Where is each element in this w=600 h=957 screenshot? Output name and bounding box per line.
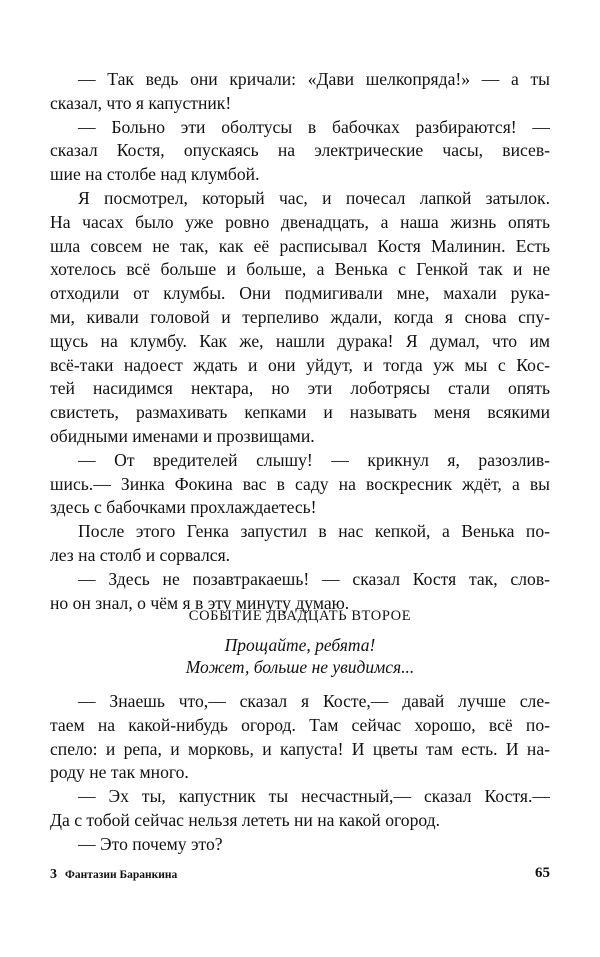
signature-number: 3 — [50, 867, 57, 882]
text-line: ми, кивали головой и терпеливо ждали, когда я снова спу- — [50, 306, 550, 327]
text-line: здесь с бабочками прохлаждаетесь! — [50, 497, 317, 518]
page-number: 65 — [535, 865, 550, 881]
text-line: тей насидимся нектара, но эти лоботрясы стали опять — [50, 378, 550, 399]
text-line: — Эх ты, капустник ты несчастный,— сказал Костя.— — [78, 786, 550, 807]
chapter-title: СОБЫТИЕ ДВАДЦАТЬ ВТОРОЕ — [188, 608, 412, 624]
main-text-part1 — [50, 68, 550, 615]
text-line: таем на какой-нибудь огород. Там сейчас хорошо, всё по- — [50, 714, 550, 735]
text-line: лез на столб и сорвался. — [50, 544, 231, 565]
text-line: — От вредителей слышу! — крикнул я, разозлив- — [78, 449, 550, 470]
text-line: шись.— Зинка Фокина вас в саду на воскресник ждёт, а вы — [50, 473, 550, 494]
text-line: На часах было уже ровно двенадцать, а наша жизнь опять — [50, 211, 550, 232]
text-line: шие на столбе над клумбой. — [50, 164, 260, 185]
text-line: всё-таки надоест ждать и они уйдут, и тогда уж мы с Кос- — [50, 354, 550, 375]
text-line: Я посмотрел, который час, и почесал лапкой затылок. — [78, 187, 550, 208]
text-line: сказал Костя, опускаясь на электрические часы, висев- — [50, 140, 550, 161]
text-line: хотелось всё больше и больше, а Венька с Генкой так и не — [50, 259, 550, 280]
text-line: — Больно эти оболтусы в бабочках разбираются! — — [78, 116, 550, 137]
text-line: свистеть, размахивать кепками и называть меня всякими — [50, 402, 550, 423]
text-line: сказал, что я капустник! — [50, 92, 232, 113]
text-line: шла совсем не так, как её расписывал Костя Малинин. Есть — [50, 235, 550, 256]
text-line: щусь на клумбу. Как же, нашли дурака! Я думал, что им — [50, 330, 550, 351]
text-line: роду не так много. — [50, 762, 189, 783]
text-line: но он знал, о чём я в эту минуту думаю. — [50, 592, 350, 613]
chapter-epigraph-line: Может, больше не увидимся... — [185, 657, 415, 677]
signature-title: Фантазии Баранкина — [65, 869, 178, 881]
text-line: — Так ведь они кричали: «Дави шелкопряда!» — а ты — [78, 69, 550, 89]
text-line: обидными именами и прозвищами. — [50, 425, 315, 446]
text-line: Да с тобой сейчас нельзя лететь ни на какой огород. — [50, 809, 441, 830]
main-text-part2 — [50, 690, 550, 857]
text-line: — Знаешь что,— сказал я Косте,— давай лучше сле- — [78, 691, 550, 711]
text-line: После этого Генка запустил в нас кепкой, а Венька по- — [78, 521, 550, 542]
chapter-epigraph-line: Прощайте, ребята! — [224, 635, 376, 655]
text-line: — Это почему это? — [78, 833, 223, 854]
text-line: отходили от клумбы. Они подмигивали мне, махали рука- — [50, 283, 550, 304]
text-line: — Здесь не позавтракаешь! — сказал Костя так, слов- — [78, 568, 550, 589]
signature-mark — [50, 867, 177, 883]
text-line: спело: и репа, и морковь, и капуста! И цветы там есть. И на- — [50, 738, 550, 759]
